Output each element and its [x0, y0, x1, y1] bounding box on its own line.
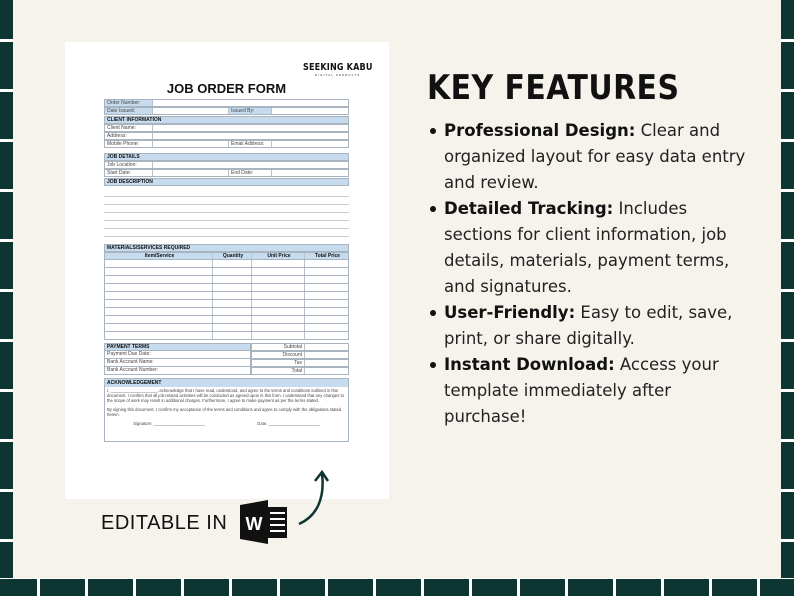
border-tile [0, 492, 13, 539]
payment-due-row: Payment Due Date: [104, 351, 251, 359]
border-tile [0, 392, 13, 439]
border-tile [184, 579, 229, 596]
materials-row [104, 268, 349, 276]
feature-list [430, 118, 750, 430]
border-tile [0, 0, 13, 39]
border-tile [781, 142, 794, 189]
feature-item: User-Friendly: Easy to edit, save, print, or share digitally. [430, 300, 750, 352]
border-tile [781, 392, 794, 439]
description-line [104, 236, 349, 237]
mobile-email-row: Mobile Phone: Email Address: [104, 140, 349, 148]
acknowledgement-section [104, 378, 349, 442]
border-tile [280, 579, 325, 596]
feature-item: Instant Download: Access your template immediately after purchase! [430, 352, 750, 430]
border-tile [424, 579, 469, 596]
border-tile [0, 142, 13, 189]
materials-column-headers: Item/Service Quantity Unit Price Total Price [104, 252, 349, 260]
left-tile-border [0, 0, 13, 596]
materials-row [104, 300, 349, 308]
border-tile [232, 579, 277, 596]
border-tile [781, 92, 794, 139]
border-tile [712, 579, 757, 596]
job-location-row: Job Location: [104, 161, 349, 169]
acknowledgement-header: ACKNOWLEDGEMENT [105, 379, 348, 387]
border-tile [0, 92, 13, 139]
payment-terms-header: PAYMENT TERMS [104, 343, 251, 351]
materials-row [104, 292, 349, 300]
job-details-header: JOB DETAILS [104, 153, 349, 161]
border-tile [781, 492, 794, 539]
materials-row [104, 316, 349, 324]
border-tile [781, 342, 794, 389]
border-tile [0, 292, 13, 339]
border-tile [781, 442, 794, 489]
border-tile [520, 579, 565, 596]
border-tile [0, 192, 13, 239]
acknowledgement-confirmation: By signing this document, I confirm my acceptance of the terms and conditions and agree to comply with the obligations stated herein. [107, 407, 342, 417]
editable-in-label: EDITABLE IN [101, 512, 228, 534]
border-tile [88, 579, 133, 596]
border-tile [328, 579, 373, 596]
date-issued-row: Date Issued: Issued By: [104, 107, 349, 115]
client-info-header: CLIENT INFORMATION [104, 116, 349, 124]
form-title: JOB ORDER FORM [166, 81, 287, 96]
date-line: Date: ______________________ [257, 421, 320, 426]
border-tile [781, 292, 794, 339]
border-tile [664, 579, 709, 596]
border-tile [781, 242, 794, 289]
border-tile [760, 579, 794, 596]
signature-line: Signature: ______________________ [133, 421, 205, 426]
border-tile [781, 42, 794, 89]
border-tile [616, 579, 661, 596]
materials-row [104, 260, 349, 268]
border-tile [136, 579, 181, 596]
bank-name-row: Bank Account Name: [104, 359, 251, 367]
border-tile [781, 0, 794, 39]
job-description-header: JOB DESCRIPTION [104, 178, 349, 186]
key-features-title: KEY FEATURES [427, 68, 680, 108]
border-tile [40, 579, 85, 596]
client-name-row: Client Name: [104, 124, 349, 132]
bank-number-row: Bank Account Number: [104, 367, 251, 375]
border-tile [0, 42, 13, 89]
materials-row [104, 284, 349, 292]
description-line [104, 196, 349, 197]
border-tile [0, 442, 13, 489]
description-line [104, 204, 349, 205]
materials-row [104, 276, 349, 284]
bottom-tile-border [0, 578, 794, 596]
discount-row: Discount [251, 351, 349, 359]
border-tile [0, 579, 37, 596]
address-row: Address: [104, 132, 349, 140]
svg-text:W: W [245, 514, 263, 534]
feature-item: Detailed Tracking: Includes sections for client information, job details, materials, payment terms, and signatures. [430, 196, 750, 300]
border-tile [472, 579, 517, 596]
border-tile [0, 342, 13, 389]
description-line [104, 228, 349, 229]
materials-row [104, 308, 349, 316]
border-tile [0, 242, 13, 289]
subtotal-row: Subtotal [251, 343, 349, 351]
materials-header: MATERIALS/SERVICES REQUIRED [104, 244, 349, 252]
materials-row [104, 332, 349, 340]
start-end-date-row: Start Date: End Date: [104, 169, 349, 177]
border-tile [568, 579, 613, 596]
description-line [104, 212, 349, 213]
curved-arrow-icon [295, 468, 335, 528]
acknowledgement-text: I, ____________________, acknowledge that I have read, understood, and agree to the terms and conditions outlined in this document. I confirm that all job-related activities will be conducted as agreed upon in this form. I understand that any changes to the scope of work may result in additional charges. Furthermore, I agree to make payment as per the terms stated. [107, 388, 344, 403]
tax-row: Tax [251, 359, 349, 367]
word-icon [240, 499, 290, 545]
right-tile-border [781, 0, 794, 596]
order-number-row: Order Number: [104, 99, 349, 107]
materials-row [104, 324, 349, 332]
description-line [104, 220, 349, 221]
feature-item: Professional Design: Clear and organized layout for easy data entry and review. [430, 118, 750, 196]
brand-logo: SEEKING KABU DIGITAL PRODUCTS [303, 62, 373, 77]
border-tile [781, 192, 794, 239]
border-tile [376, 579, 421, 596]
total-row: Total [251, 367, 349, 375]
